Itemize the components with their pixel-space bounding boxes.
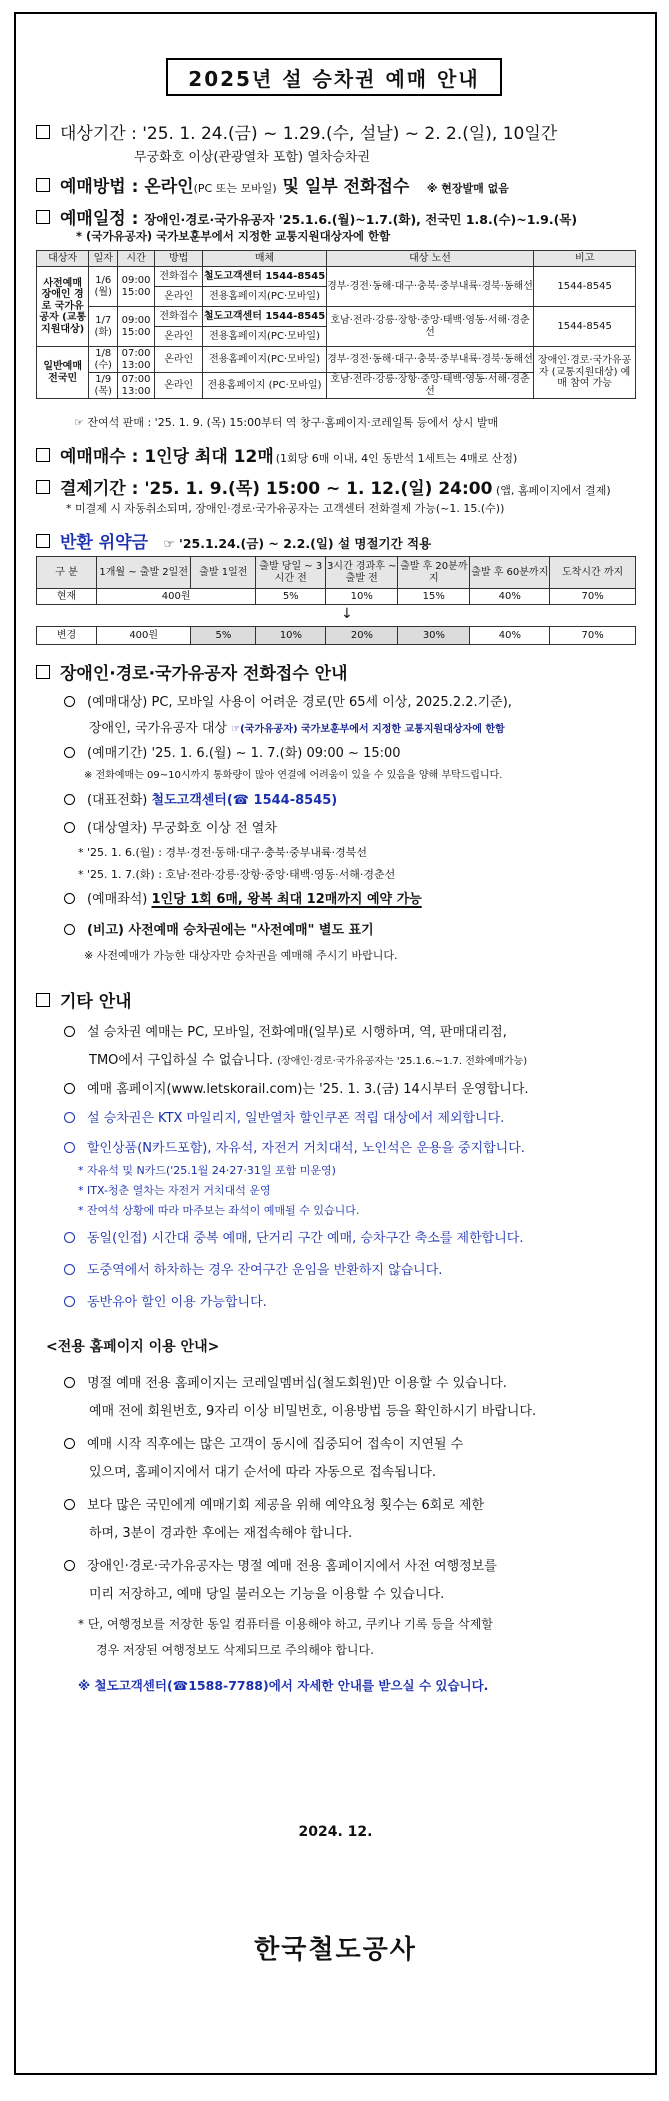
method-paren: (PC 또는 모바일)	[193, 182, 277, 195]
refund-cell: 30%	[398, 627, 470, 645]
bullet-icon	[64, 1083, 75, 1094]
table-cell: 호남·전라·강릉·장항·중앙·태백·영동·서해·경춘선	[326, 307, 534, 347]
bullet-icon	[64, 1560, 75, 1571]
homepage-item: 예매 전에 회원번호, 9자리 이상 비밀번호, 이용방법 등을 확인하시기 바랍니다.	[89, 1404, 537, 1419]
payment-label: 결제기간 : '25. 1. 9.(목) 15:00 ~ 1. 12.(일) 24:00	[60, 479, 493, 499]
limit-paren: (1회당 6매 이내, 4인 동반석 1세트는 4매로 산정)	[275, 452, 518, 465]
table-cell: 경부·경전·동해·대구·충북·중부내륙·경북·동해선	[326, 267, 534, 307]
bullet-icon	[64, 1142, 75, 1153]
phone-item: (대표전화) 철도고객센터(☎ 1544-8545)	[64, 789, 337, 808]
target-period	[36, 119, 557, 144]
etc-item: 동반유아 할인 이용 가능합니다.	[64, 1291, 267, 1310]
bullet-icon	[64, 1377, 75, 1388]
remain-seat-note: ☞ 잔여석 판매 : '25. 1. 9. (목) 15:00부터 역 창구·홈페이지·코레일톡 등에서 상시 발매	[74, 416, 499, 429]
phone-item: (예매좌석) 1인당 1회 6매, 왕복 최대 12매까지 예약 가능	[64, 888, 422, 907]
bullet-icon	[64, 1499, 75, 1510]
etc-item: 설 승차권은 KTX 마일리지, 일반열차 할인쿠폰 적립 대상에서 제외합니다.	[64, 1107, 504, 1126]
payment-note: * 미결제 시 자동취소되며, 장애인·경로·국가유공자는 고객센터 전화결제 가능(~1. 15.(수))	[66, 502, 505, 515]
phone-item: 장애인, 국가유공자 대상 ☞(국가유공자) 국가보훈부에서 지정한 교통지원대상자에 한함	[89, 721, 505, 736]
phone-heading: 장애인·경로·국가유공자 전화접수 안내	[60, 664, 348, 684]
bullet-icon	[64, 1264, 75, 1275]
col-header: 대상자	[37, 251, 89, 267]
table-cell: 호남·전라·강릉·장항·중앙·태백·영동·서해·경춘선	[326, 373, 534, 399]
refund-label: 반환 위약금	[60, 533, 149, 553]
table-cell: 전용홈페이지(PC·모바일)	[203, 347, 326, 373]
table-cell: 전화접수	[155, 267, 203, 287]
etc-item: TMO에서 구입하실 수 없습니다. (장애인·경로·국가유공자는 '25.1.6.~1.7. 전화예매가능)	[89, 1053, 528, 1068]
phone-item-note: * '25. 1. 7.(화) : 호남·전라·강릉·장항·중앙·태백·영동·서해·경춘선	[78, 868, 396, 881]
refund-cell: 40%	[470, 589, 550, 605]
table-cell: 1/9 (목)	[89, 373, 118, 399]
phone-item: (예매대상) PC, 모바일 사용이 어려운 경로(만 65세 이상, 2025.2.2.기준),	[64, 691, 512, 710]
method-rest: 및 일부 전화접수	[276, 177, 410, 197]
target-dates: '25. 1. 24.(금) ~ 1.29.(수, 설날) ~ 2. 2.(일), 10일간	[142, 124, 558, 144]
phone-section-heading	[36, 659, 348, 684]
homepage-item: 하며, 3분이 경과한 후에는 재접속해야 합니다.	[89, 1526, 353, 1541]
etc-item-note: * 잔여석 상황에 따라 마주보는 좌석이 예매될 수 있습니다.	[78, 1204, 360, 1217]
refund-cell: 10%	[326, 589, 398, 605]
refund-cell: 변경	[37, 627, 97, 645]
phone-item-note: ※ 사전예매가 가능한 대상자만 승차권을 예매해 주시기 바랍니다.	[84, 949, 398, 962]
table-cell: 1/8 (수)	[89, 347, 118, 373]
phone-item-note: ☞(국가유공자) 국가보훈부에서 지정한 교통지원대상자에 한함	[231, 724, 505, 735]
etc-item: 설 승차권 예매는 PC, 모바일, 전화예매(일부)로 시행하며, 역, 판매대리점,	[64, 1021, 507, 1040]
table-cell: 1544-8545	[534, 267, 636, 307]
target-sub: 무궁화호 이상(관광열차 포함) 열차승차권	[134, 150, 371, 165]
refund-cell: 400원	[97, 589, 256, 605]
payment-paren: (앱, 홈페이지에서 결제)	[492, 484, 611, 497]
table-cell: 철도고객센터 1544-8545	[203, 307, 326, 327]
target-label: 대상기간 :	[60, 124, 143, 144]
refund-col-header: 출발 후 20분까지	[398, 557, 470, 589]
checkbox-icon	[36, 993, 50, 1007]
table-cell: 1544-8545	[534, 307, 636, 347]
booking-limit	[36, 442, 517, 467]
method-label: 예매방법 : 온라인	[60, 177, 194, 197]
homepage-item: 보다 많은 국민에게 예매기회 제공을 위해 예약요청 횟수는 6회로 제한	[64, 1494, 484, 1513]
checkbox-icon	[36, 534, 50, 548]
checkbox-icon	[36, 178, 50, 192]
refund-cell: 15%	[398, 589, 470, 605]
refund-col-header: 출발 1일전	[191, 557, 256, 589]
phone-item: (비고) 사전예매 승차권에는 "사전예매" 별도 표기	[64, 919, 374, 938]
phone-item: (예매기간) '25. 1. 6.(월) ~ 1. 7.(화) 09:00 ~ 15:00	[64, 742, 401, 761]
col-header: 시간	[118, 251, 155, 267]
homepage-item: 장애인·경로·국가유공자는 명절 예매 전용 홈페이지에서 사전 여행정보를	[64, 1555, 497, 1574]
refund-col-header: 1개월 ~ 출발 2일전	[97, 557, 191, 589]
phone-item: (대상열차) 무궁화호 이상 전 열차	[64, 817, 277, 836]
table-cell: 장애인·경로·국가유공자 (교통지원대상) 예매 참여 가능	[534, 347, 636, 399]
table-cell: 07:00 13:00	[118, 373, 155, 399]
schedule-text: 장애인·경로·국가유공자 '25.1.6.(월)~1.7.(화), 전국민 1.8.(수)~1.9.(목)	[144, 212, 578, 227]
table-cell: 09:00 15:00	[118, 307, 155, 347]
table-cell: 1/7 (화)	[89, 307, 118, 347]
booking-schedule	[36, 204, 577, 229]
refund-col-header: 3시간 경과후 ~ 출발 전	[326, 557, 398, 589]
etc-heading: 기타 안내	[60, 992, 132, 1012]
refund-table-changed	[36, 626, 636, 645]
bullet-icon	[64, 1112, 75, 1123]
table-cell: 전용홈페이지(PC·모바일)	[203, 327, 326, 347]
homepage-note: 경우 저장된 여행정보도 삭제되므로 주의해야 합니다.	[96, 1643, 374, 1657]
etc-item: 도중역에서 하차하는 경우 잔여구간 운임을 반환하지 않습니다.	[64, 1259, 442, 1278]
payment-period	[36, 474, 611, 499]
refund-col-header: 구 분	[37, 557, 97, 589]
table-cell: 철도고객센터 1544-8545	[203, 267, 326, 287]
method-note: ※ 현장발매 없음	[426, 182, 509, 195]
homepage-contact: ※ 철도고객센터(☎1588-7788)에서 자세한 안내를 받으실 수 있습니다.	[78, 1678, 489, 1693]
table-cell: 전용홈페이지(PC·모바일)	[203, 287, 326, 307]
homepage-item: 예매 시작 직후에는 많은 고객이 동시에 집중되어 접속이 지연될 수	[64, 1433, 463, 1452]
phone-item-note: ※ 전화예매는 09~10시까지 통화량이 많아 연결에 어려움이 있을 수 있음을 양해 부탁드립니다.	[84, 770, 503, 781]
refund-cell: 5%	[191, 627, 256, 645]
bullet-icon	[64, 893, 75, 904]
table-cell: 07:00 13:00	[118, 347, 155, 373]
bullet-icon	[64, 1232, 75, 1243]
bullet-icon	[64, 794, 75, 805]
col-header: 대상 노선	[326, 251, 534, 267]
col-header: 일자	[89, 251, 118, 267]
table-cell: 사전예매 장애인 경로 국가유공자 (교통지원대상)	[37, 267, 89, 347]
refund-cell: 5%	[256, 589, 326, 605]
bullet-icon	[64, 1026, 75, 1037]
refund-penalty	[36, 528, 431, 553]
bullet-icon	[64, 822, 75, 833]
bullet-icon	[64, 696, 75, 707]
table-cell: 온라인	[155, 327, 203, 347]
table-cell: 일반예매 전국민	[37, 347, 89, 399]
homepage-item: 미리 저장하고, 예매 당일 불러오는 기능을 이용할 수 있습니다.	[89, 1587, 445, 1602]
notice-page	[14, 12, 657, 2075]
refund-period: ☞ '25.1.24.(금) ~ 2.2.(일) 설 명절기간 적용	[163, 536, 432, 551]
schedule-table	[36, 250, 636, 399]
limit-label: 예매매수 : 1인당 최대 12매	[60, 447, 274, 467]
etc-item-note: * 자유석 및 N카드('25.1월 24·27·31일 포함 미운영)	[78, 1164, 336, 1177]
organization-name: 한국철도공사	[254, 1935, 417, 1965]
refund-cell: 10%	[256, 627, 326, 645]
bullet-icon	[64, 1438, 75, 1449]
issue-date: 2024. 12.	[298, 1824, 373, 1840]
homepage-note: * 단, 여행정보를 저장한 동일 컴퓨터를 이용해야 하고, 쿠키나 기록 등을 삭제할	[78, 1617, 493, 1631]
etc-item: 할인상품(N카드포함), 자유석, 자전거 거치대석, 노인석은 운용을 중지합니다.	[64, 1137, 525, 1156]
col-header: 매체	[203, 251, 326, 267]
seat-limit: 1인당 1회 6매, 왕복 최대 12매까지 예약 가능	[151, 892, 422, 907]
etc-item-note: (장애인·경로·국가유공자는 '25.1.6.~1.7. 전화예매가능)	[277, 1056, 528, 1067]
checkbox-icon	[36, 125, 50, 139]
checkbox-icon	[36, 448, 50, 462]
table-cell: 전용홈페이지 (PC·모바일)	[203, 373, 326, 399]
table-cell: 온라인	[155, 347, 203, 373]
bullet-icon	[64, 924, 75, 935]
table-cell: 09:00 15:00	[118, 267, 155, 307]
etc-section-heading	[36, 987, 132, 1012]
etc-item-note: * ITX-청춘 열차는 자전거 거치대석 운영	[78, 1184, 271, 1197]
checkbox-icon	[36, 210, 50, 224]
page-title: 2025년 설 승차권 예매 안내	[166, 58, 502, 96]
refund-col-header: 도착시간 까지	[550, 557, 636, 589]
refund-col-header: 출발 당일 ~ 3시간 전	[256, 557, 326, 589]
homepage-heading: <전용 홈페이지 이용 안내>	[46, 1339, 220, 1355]
col-header: 비고	[534, 251, 636, 267]
checkbox-icon	[36, 665, 50, 679]
homepage-item: 있으며, 홈페이지에서 대기 순서에 따라 자동으로 접속됩니다.	[89, 1465, 437, 1480]
refund-cell: 40%	[470, 627, 550, 645]
etc-item: 예매 홈페이지(www.letskorail.com)는 '25. 1. 3.(금) 14시부터 운영합니다.	[64, 1078, 529, 1097]
checkbox-icon	[36, 480, 50, 494]
table-cell: 온라인	[155, 373, 203, 399]
call-center-number: 철도고객센터(☎ 1544-8545)	[151, 793, 338, 808]
table-cell: 경부·경전·동해·대구·충북·중부내륙·경북·동해선	[326, 347, 534, 373]
bullet-icon	[64, 1296, 75, 1307]
down-arrow-icon: ↓	[341, 606, 353, 622]
refund-cell: 20%	[326, 627, 398, 645]
booking-method	[36, 172, 509, 197]
refund-table-current	[36, 556, 636, 605]
etc-item: 동일(인접) 시간대 중복 예매, 단거리 구간 예매, 승차구간 축소를 제한합니다.	[64, 1227, 523, 1246]
col-header: 방법	[155, 251, 203, 267]
table-cell: 전화접수	[155, 307, 203, 327]
phone-item-note: * '25. 1. 6.(월) : 경부·경전·동해·대구·충북·중부내륙·경북선	[78, 846, 368, 859]
refund-cell: 400원	[96, 627, 190, 645]
refund-col-header: 출발 후 60분까지	[470, 557, 550, 589]
bullet-icon	[64, 747, 75, 758]
refund-cell: 70%	[550, 627, 636, 645]
homepage-item: 명절 예매 전용 홈페이지는 코레일멤버십(철도회원)만 이용할 수 있습니다.	[64, 1372, 507, 1391]
schedule-label: 예매일정 :	[60, 209, 145, 229]
table-cell: 온라인	[155, 287, 203, 307]
refund-cell: 70%	[550, 589, 636, 605]
refund-cell: 현재	[37, 589, 97, 605]
table-cell: 1/6 (월)	[89, 267, 118, 307]
schedule-note: * (국가유공자) 국가보훈부에서 지정한 교통지원대상자에 한함	[76, 229, 391, 243]
